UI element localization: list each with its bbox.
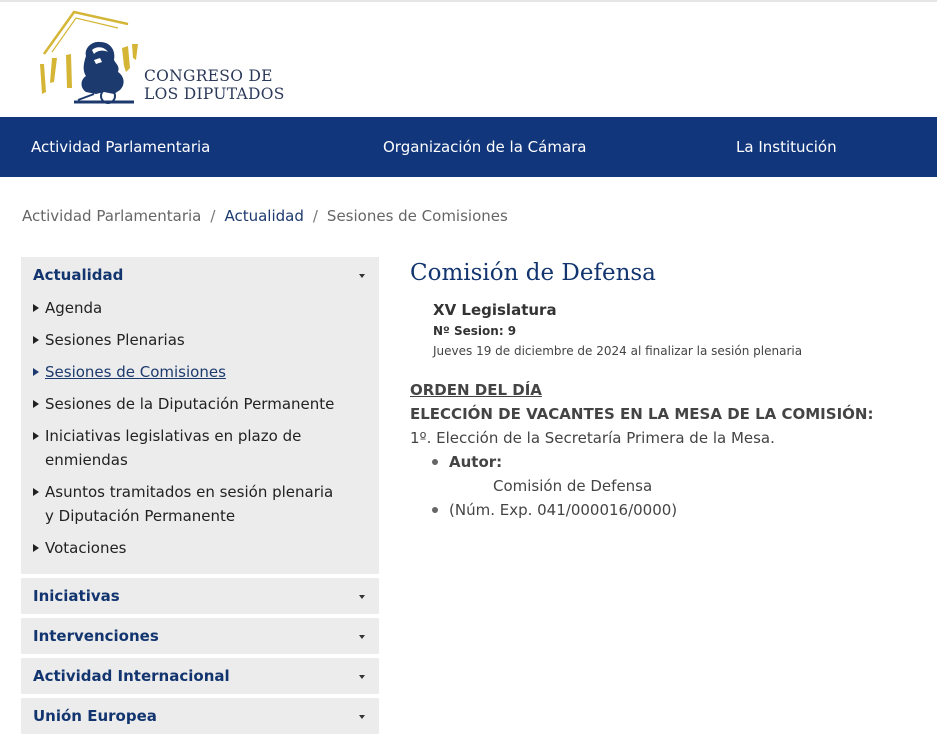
- sidebar-header-label: Iniciativas: [33, 587, 120, 605]
- site-header: [0, 2, 937, 117]
- sidebar-item-asuntos-tramitados[interactable]: [33, 480, 379, 528]
- caret-down-icon: [359, 635, 365, 639]
- autor-label: Autor:: [449, 453, 503, 471]
- agenda-point: 1º. Elección de la Secretaría Primera de la Mesa.: [410, 429, 775, 447]
- bullet-icon: [432, 459, 438, 465]
- triangle-right-icon: [33, 304, 39, 312]
- sidebar-item-label: Votaciones: [45, 539, 127, 557]
- caret-down-icon: [359, 715, 365, 719]
- sidebar-header-actualidad[interactable]: [21, 257, 379, 293]
- breadcrumb-item-actividad[interactable]: Actividad Parlamentaria: [22, 207, 202, 225]
- sidebar-header-iniciativas[interactable]: [21, 578, 379, 614]
- agenda-point-details: [430, 452, 930, 472]
- breadcrumb: [22, 207, 508, 225]
- sidebar-section-union-europea: [21, 698, 379, 734]
- logo-line-1: CONGRESO DE: [144, 67, 273, 85]
- sidebar-item-iniciativas-enmiendas[interactable]: [33, 424, 379, 472]
- triangle-right-icon: [33, 336, 39, 344]
- autor-value: Comisión de Defensa: [493, 477, 653, 495]
- breadcrumb-separator: /: [210, 207, 216, 225]
- triangle-right-icon: [33, 432, 39, 440]
- triangle-right-icon: [33, 488, 39, 496]
- sidebar-item-label: Sesiones de Comisiones: [45, 363, 226, 381]
- page-title: Comisión de Defensa: [410, 260, 656, 286]
- sidebar-header-label: Actualidad: [33, 266, 124, 284]
- sidebar-header-label: Actividad Internacional: [33, 667, 230, 685]
- sidebar-header-intervenciones[interactable]: [21, 618, 379, 654]
- agenda-section-title: ELECCIÓN DE VACANTES EN LA MESA DE LA COMISIÓN:: [410, 405, 874, 423]
- congreso-logo-icon[interactable]: [34, 8, 144, 110]
- sidebar-item-diputacion-permanente[interactable]: [33, 392, 379, 416]
- caret-down-icon: [359, 595, 365, 599]
- nav-la-institucion[interactable]: La Institución: [736, 138, 837, 156]
- list-item: [430, 452, 930, 472]
- sidebar-item-label: Sesiones de la Diputación Permanente: [45, 395, 335, 413]
- legislatura-label: XV Legislatura: [433, 301, 557, 319]
- sidebar-item-label: Asuntos tramitados en sesión plenaria y Diputación Permanente: [45, 483, 334, 525]
- agenda-point-expediente: [430, 500, 930, 520]
- logo-line-2: LOS DIPUTADOS: [144, 85, 285, 103]
- list-item: [430, 500, 930, 520]
- nav-actividad-parlamentaria[interactable]: Actividad Parlamentaria: [31, 138, 211, 156]
- logo-wordmark[interactable]: [144, 67, 285, 103]
- expediente-number: (Núm. Exp. 041/000016/0000): [449, 501, 678, 519]
- sidebar-item-agenda[interactable]: [33, 296, 379, 320]
- nav-organizacion-camara[interactable]: Organización de la Cámara: [383, 138, 587, 156]
- sidebar-header-label: Unión Europea: [33, 707, 157, 725]
- session-number: Nº Sesion: 9: [433, 324, 517, 338]
- sidebar: [21, 257, 379, 738]
- caret-down-icon: [359, 675, 365, 679]
- triangle-right-icon: [33, 368, 39, 376]
- bullet-icon: [432, 507, 438, 513]
- caret-down-icon: [359, 274, 365, 278]
- triangle-right-icon: [33, 400, 39, 408]
- sidebar-section-actividad-internacional: [21, 658, 379, 694]
- sidebar-header-label: Intervenciones: [33, 627, 159, 645]
- triangle-right-icon: [33, 544, 39, 552]
- sidebar-item-label: Iniciativas legislativas en plazo de enmiendas: [45, 427, 302, 469]
- breadcrumb-item-actualidad[interactable]: Actualidad: [224, 207, 304, 225]
- main-navigation: [0, 117, 937, 177]
- sidebar-section-intervenciones: [21, 618, 379, 654]
- main-content: [410, 258, 930, 524]
- breadcrumb-item-current: Sesiones de Comisiones: [326, 207, 508, 225]
- sidebar-item-sesiones-plenarias[interactable]: [33, 328, 379, 352]
- sidebar-item-votaciones[interactable]: [33, 536, 379, 560]
- sidebar-header-union-europea[interactable]: [21, 698, 379, 734]
- sidebar-header-actividad-internacional[interactable]: [21, 658, 379, 694]
- orden-del-dia-heading: ORDEN DEL DÍA: [410, 381, 542, 399]
- sidebar-item-sesiones-comisiones[interactable]: [33, 360, 379, 384]
- sidebar-item-label: Sesiones Plenarias: [45, 331, 185, 349]
- breadcrumb-separator: /: [312, 207, 318, 225]
- sidebar-item-label: Agenda: [45, 299, 103, 317]
- sidebar-section-actualidad: [21, 257, 379, 574]
- session-date: Jueves 19 de diciembre de 2024 al finalizar la sesión plenaria: [433, 344, 803, 358]
- sidebar-section-iniciativas: [21, 578, 379, 614]
- session-info: [433, 300, 930, 359]
- sidebar-list: [21, 293, 379, 560]
